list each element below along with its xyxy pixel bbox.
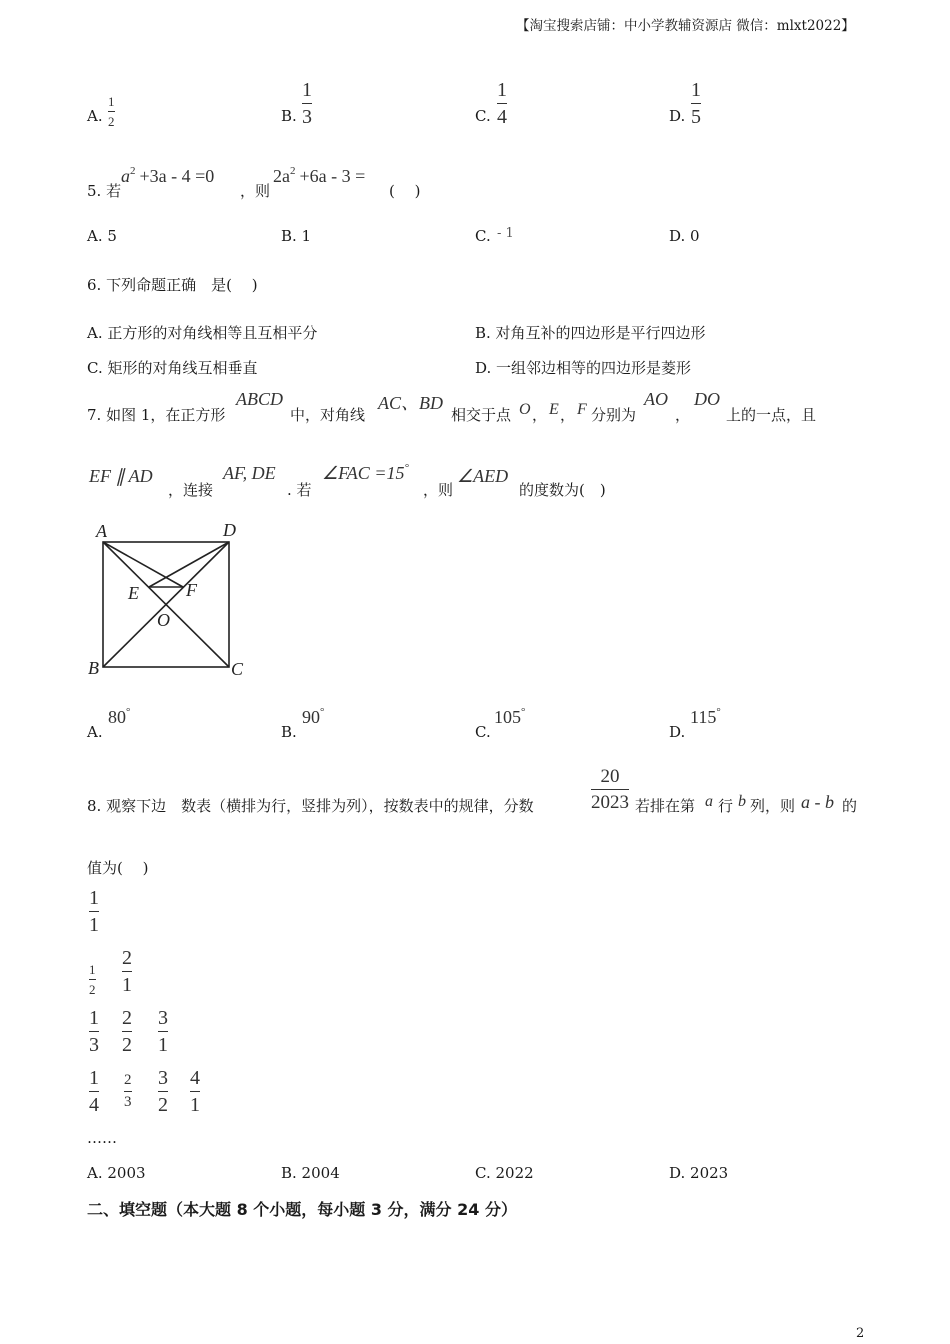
- q4-option-a-letter: A.: [87, 107, 103, 125]
- q5-option-a: A. 5: [87, 227, 117, 245]
- q5-expression: $2a^2 +6a - 3$ =: [273, 165, 366, 186]
- q7-line2-t1: ，连接: [168, 481, 214, 499]
- q7-line1-t1: 7. 如图 1，在正方形: [87, 406, 226, 424]
- q5-mid: ，则: [240, 182, 271, 200]
- q8-var-a: a: [705, 793, 713, 810]
- q8-option-c: C. 2022: [475, 1164, 534, 1182]
- q6-option-a: A. 正方形的对角线相等且互相平分: [87, 324, 318, 342]
- q8-fraction: 20 2023: [591, 766, 629, 813]
- table-cell: 1 3: [89, 1007, 99, 1056]
- q7-line1-t2: 中，对角线: [290, 406, 366, 424]
- q7-line1-ao: AO: [644, 389, 668, 409]
- q7-line1-diagonals: AC、BD: [378, 393, 443, 413]
- q6-option-c: C. 矩形的对角线互相垂直: [87, 359, 258, 377]
- q8-option-a: A. 2003: [87, 1164, 146, 1182]
- q4-option-c-fraction: 1 4: [497, 79, 507, 128]
- q7-option-b-letter: B.: [281, 723, 297, 741]
- q7-option-d-letter: D.: [669, 723, 686, 741]
- q8-stem-part4: 列，则: [750, 797, 796, 815]
- q4-option-b-letter: B.: [281, 107, 297, 125]
- q7-line2-parallel: EF ∥ AD: [89, 466, 153, 486]
- q6-stem: 6. 下列命题正确 是( ): [87, 276, 258, 294]
- q8-stem-part3: 行: [718, 797, 734, 815]
- q7-option-d-value: 115°: [690, 706, 721, 727]
- q7-option-a-letter: A.: [87, 723, 103, 741]
- q7-option-c-letter: C.: [475, 723, 491, 741]
- q7-line1-t5: ，: [560, 406, 576, 424]
- page-header: 【淘宝搜索店铺：中小学教辅资源店 微信：mlxt2022】: [516, 18, 855, 34]
- figure-label-f: F: [186, 580, 197, 600]
- q7-line1-t6: 分别为: [591, 406, 637, 424]
- page-number: 2: [856, 1326, 865, 1341]
- q7-line2-angle-aed: ∠AED: [457, 466, 509, 486]
- table-cell: 3 2: [158, 1067, 168, 1116]
- q7-line2-t4: 的度数为( ): [519, 481, 606, 499]
- figure-label-c: C: [231, 659, 244, 679]
- q5-prefix: 5. 若: [87, 182, 122, 200]
- table-cell: 2 3: [124, 1072, 132, 1110]
- q4-option-a-fraction: 1 2: [108, 94, 115, 129]
- q7-option-c-value: 105°: [494, 706, 526, 727]
- table-cell: 2 2: [122, 1007, 132, 1056]
- q7-line2-t2: . 若: [287, 481, 312, 499]
- q8-option-d: D. 2023: [669, 1164, 729, 1182]
- q5-paren: ( ): [389, 182, 421, 200]
- q7-line1-point-f: F: [577, 401, 587, 418]
- q5-option-c-value: - 1: [497, 226, 514, 241]
- q7-line2-t3: ，则: [423, 481, 454, 499]
- q8-stem-part1: 8. 观察下边 数表（横排为行，竖排为列），按数表中的规律，分数: [87, 797, 534, 815]
- q7-line1-point-o: O: [519, 401, 531, 418]
- figure-label-d: D: [223, 520, 236, 540]
- q7-square-figure: [82, 516, 252, 686]
- q4-option-d-letter: D.: [669, 107, 686, 125]
- figure-label-o: O: [157, 610, 170, 630]
- q8-var-b: b: [738, 793, 746, 810]
- table-ellipsis: ……: [87, 1129, 117, 1147]
- table-cell: 1 1: [89, 887, 99, 936]
- q6-option-d: D. 一组邻边相等的四边形是菱形: [475, 359, 692, 377]
- q7-line1-t3: 相交于点: [451, 406, 512, 424]
- q7-line1-point-e: E: [549, 401, 559, 418]
- q7-option-a-value: 80°: [108, 706, 131, 727]
- q8-stem-part5: 的: [842, 797, 858, 815]
- q7-line1-square: ABCD: [236, 389, 283, 409]
- q8-option-b: B. 2004: [281, 1164, 340, 1182]
- figure-label-a: A: [96, 521, 107, 541]
- q8-expression: a - b: [801, 792, 834, 812]
- q5-given-equation: $a^2 +3a - 4 =0$: [121, 165, 215, 186]
- q7-line2-segments: AF, DE: [223, 463, 276, 483]
- section-2-heading: 二、填空题（本大题 8 个小题，每小题 3 分，满分 24 分）: [87, 1200, 517, 1219]
- q4-option-b-fraction: 1 3: [302, 79, 312, 128]
- q5-option-c: C.: [475, 227, 491, 245]
- table-cell: 2 1: [122, 947, 132, 996]
- figure-label-e: E: [128, 583, 139, 603]
- q7-line1-t8: 上的一点，且: [726, 406, 817, 424]
- figure-label-b: B: [88, 658, 99, 678]
- q5-option-b: B. 1: [281, 227, 312, 245]
- q7-line1-do: DO: [694, 389, 720, 409]
- q8-stem-part2: 若排在第: [635, 797, 696, 815]
- q8-stem-line2: 值为( ): [87, 859, 149, 877]
- q7-line2-angle-fac: ∠FAC =15°: [322, 462, 409, 483]
- q7-line1-t4: ，: [532, 406, 548, 424]
- q7-line1-t7: ，: [675, 406, 691, 424]
- q4-option-d-fraction: 1 5: [691, 79, 701, 128]
- q5-option-d: D. 0: [669, 227, 700, 245]
- table-cell: 4 1: [190, 1067, 200, 1116]
- table-cell: 1 2: [89, 962, 96, 997]
- q7-option-b-value: 90°: [302, 706, 325, 727]
- table-cell: 1 4: [89, 1067, 99, 1116]
- q6-option-b: B. 对角互补的四边形是平行四边形: [475, 324, 706, 342]
- table-cell: 3 1: [158, 1007, 168, 1056]
- q4-option-c-letter: C.: [475, 107, 491, 125]
